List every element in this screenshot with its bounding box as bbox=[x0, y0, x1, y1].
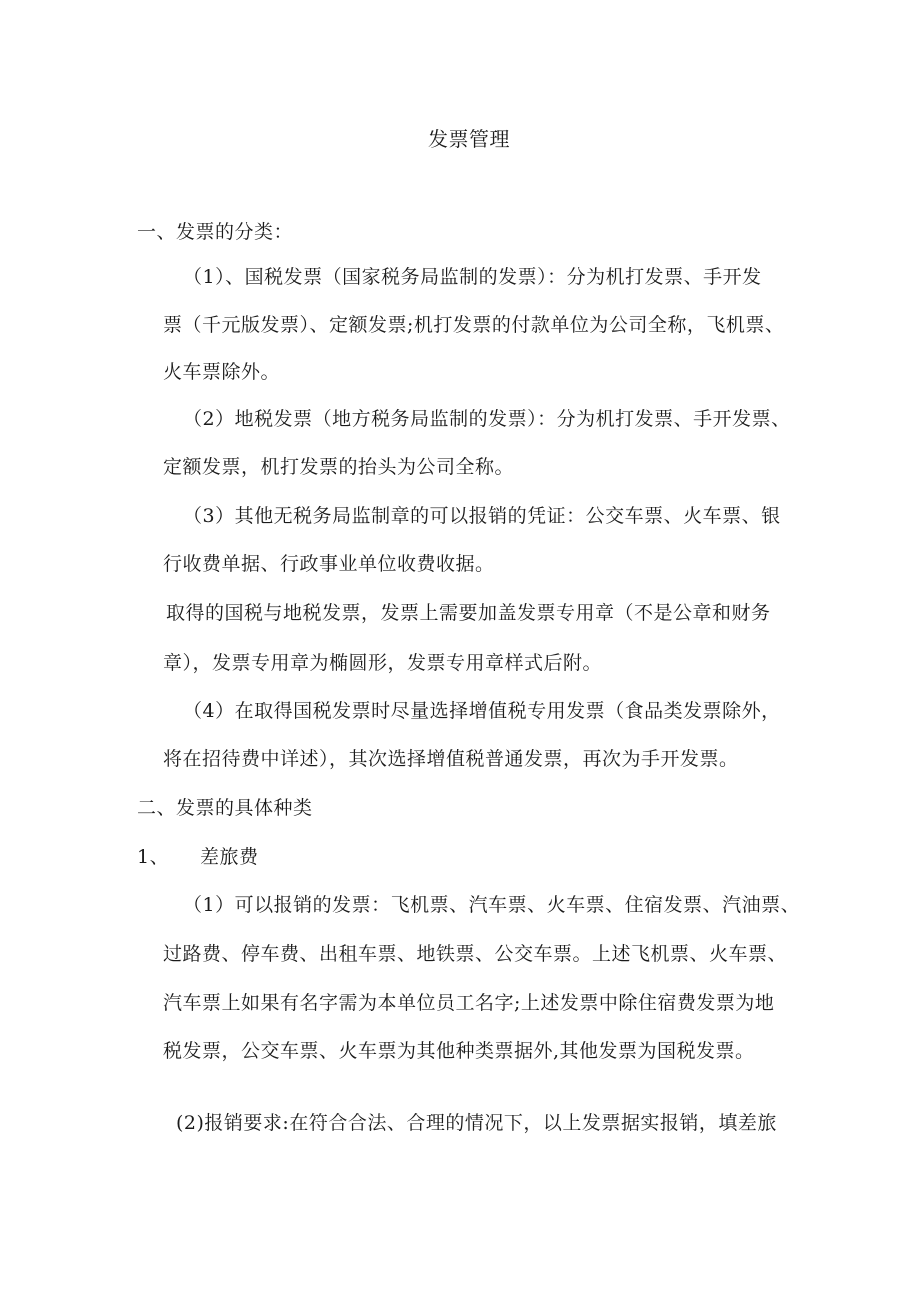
paragraph-line: 取得的国税与地税发票，发票上需要加盖发票专用章（不是公章和财务 bbox=[166, 602, 771, 624]
paragraph-line: 将在招待费中详述），其次选择增值税普通发票，再次为手开发票。 bbox=[163, 748, 739, 770]
paragraph-line: 行收费单据、行政事业单位收费收据。 bbox=[163, 553, 495, 575]
paragraph-line: 汽车票上如果有名字需为本单位员工名字;上述发票中除住宿费发票为地 bbox=[163, 992, 775, 1014]
section-heading-types: 二、发票的具体种类 bbox=[137, 797, 313, 819]
paragraph-line: （1）可以报销的发票：飞机票、汽车票、火车票、住宿发票、汽油票、 bbox=[183, 894, 801, 916]
list-number: 1、 bbox=[137, 846, 170, 868]
paragraph-line: （3）其他无税务局监制章的可以报销的凭证：公交车票、火车票、银 bbox=[183, 505, 781, 527]
paragraph-line: 过路费、停车费、出租车票、地铁票、公交车票。上述飞机票、火车票、 bbox=[163, 943, 788, 965]
document-title: 发票管理 bbox=[428, 127, 510, 151]
paragraph-line: （2）地税发票（地方税务局监制的发票）：分为机打发票、手开发票、 bbox=[183, 408, 791, 430]
paragraph-line: 税发票，公交车票、火车票为其他种类票据外,其他发票为国税发票。 bbox=[163, 1040, 755, 1062]
paragraph-line: (2)报销要求:在符合合法、合理的情况下，以上发票据实报销，填差旅 bbox=[176, 1112, 777, 1134]
paragraph-line: 火车票除外。 bbox=[163, 361, 281, 383]
paragraph-line: 章），发票专用章为椭圆形，发票专用章样式后附。 bbox=[163, 652, 603, 674]
section-heading-classification: 一、发票的分类： bbox=[137, 221, 294, 243]
subsection-heading-travel: 差旅费 bbox=[200, 846, 259, 868]
paragraph-line: （1）、国税发票（国家税务局监制的发票）：分为机打发票、手开发 bbox=[183, 266, 762, 288]
paragraph-line: 票（千元版发票）、定额发票;机打发票的付款单位为公司全称，飞机票、 bbox=[163, 314, 785, 336]
paragraph-line: 定额发票，机打发票的抬头为公司全称。 bbox=[163, 456, 515, 478]
paragraph-line: （4）在取得国税发票时尽量选择增值税专用发票（食品类发票除外， bbox=[183, 700, 781, 722]
